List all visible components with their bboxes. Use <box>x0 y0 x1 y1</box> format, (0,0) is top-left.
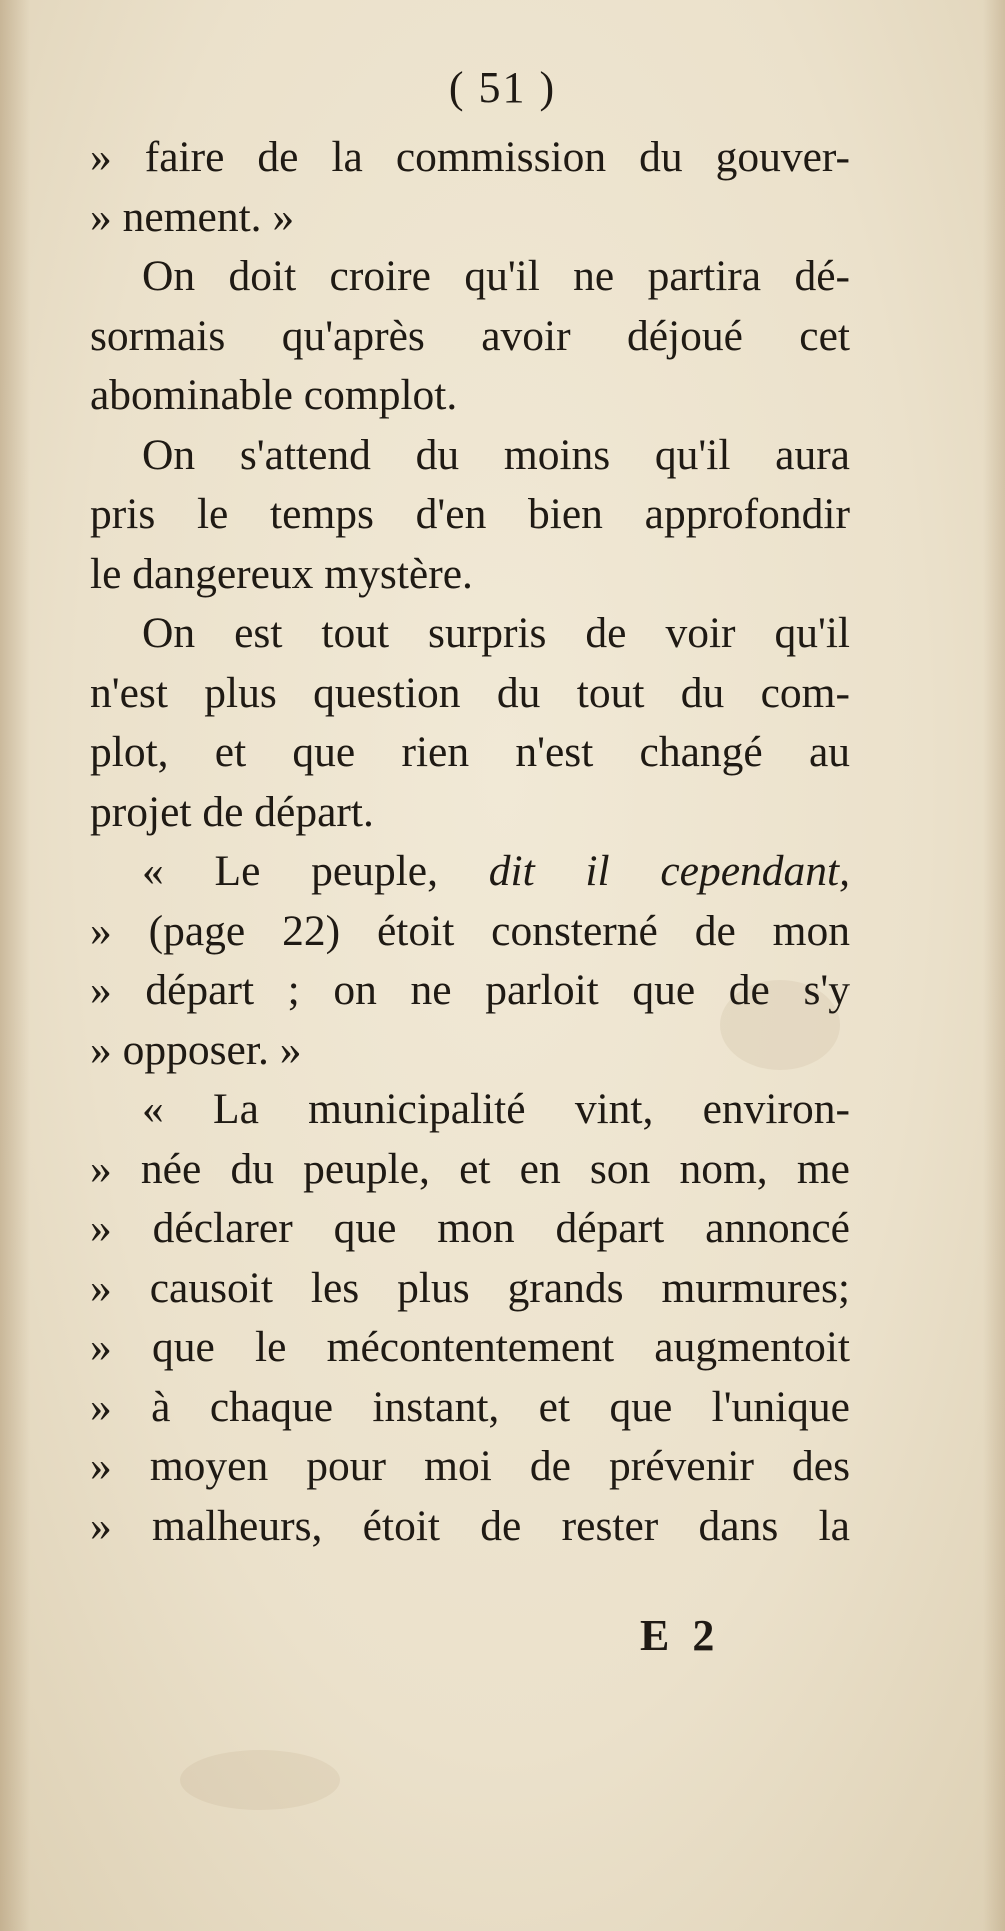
text-line: sormais qu'après avoir déjoué cet <box>90 311 850 360</box>
text-line: » faire de la commission du gouver- <box>90 133 850 181</box>
page-number: ( 51 ) <box>448 63 557 112</box>
text-line: le dangereux mystère. <box>90 549 473 598</box>
text-line: » que le mécontentement augmentoit <box>90 1323 850 1371</box>
text-line: » déclarer que mon départ annoncé <box>90 1204 850 1252</box>
text-line: On s'attend du moins qu'il aura <box>142 430 850 479</box>
text-line: abominable complot. <box>90 371 458 419</box>
text-line: « La municipalité vint, environ- <box>142 1085 850 1133</box>
text-line: » causoit les plus grands murmures; <box>90 1263 850 1312</box>
text-line: plot, et que rien n'est changé au <box>90 728 850 776</box>
text-segment: « Le peuple, <box>142 847 438 895</box>
text-line: » à chaque instant, et que l'unique <box>90 1382 850 1431</box>
text-line: » moyen pour moi de prévenir des <box>90 1442 850 1490</box>
text-line: » (page 22) étoit consterné de mon <box>90 906 850 955</box>
text-line: On est tout surpris de voir qu'il <box>142 609 850 657</box>
text-line: » nement. » <box>90 192 295 241</box>
text-line: » née du peuple, et en son nom, me <box>90 1144 850 1193</box>
signature-mark: E 2 <box>640 1611 721 1660</box>
text-line: pris le temps d'en bien approfondir <box>90 490 850 538</box>
paper-stain <box>180 1750 340 1810</box>
text-line: » départ ; on ne parloit que de s'y <box>90 966 850 1014</box>
text-line: » opposer. » <box>90 1025 302 1074</box>
text-line: » malheurs, étoit de rester dans la <box>90 1501 850 1550</box>
text-line <box>90 842 850 902</box>
page-shadow-right <box>983 0 1005 1931</box>
italic-text-segment: dit il cependant, <box>488 847 850 895</box>
body-text <box>90 128 850 1556</box>
text-line: n'est plus question du tout du com- <box>90 668 850 717</box>
text-line: projet de départ. <box>90 787 374 836</box>
page-shadow-left <box>0 0 30 1931</box>
text-line: On doit croire qu'il ne partira dé- <box>142 252 850 300</box>
